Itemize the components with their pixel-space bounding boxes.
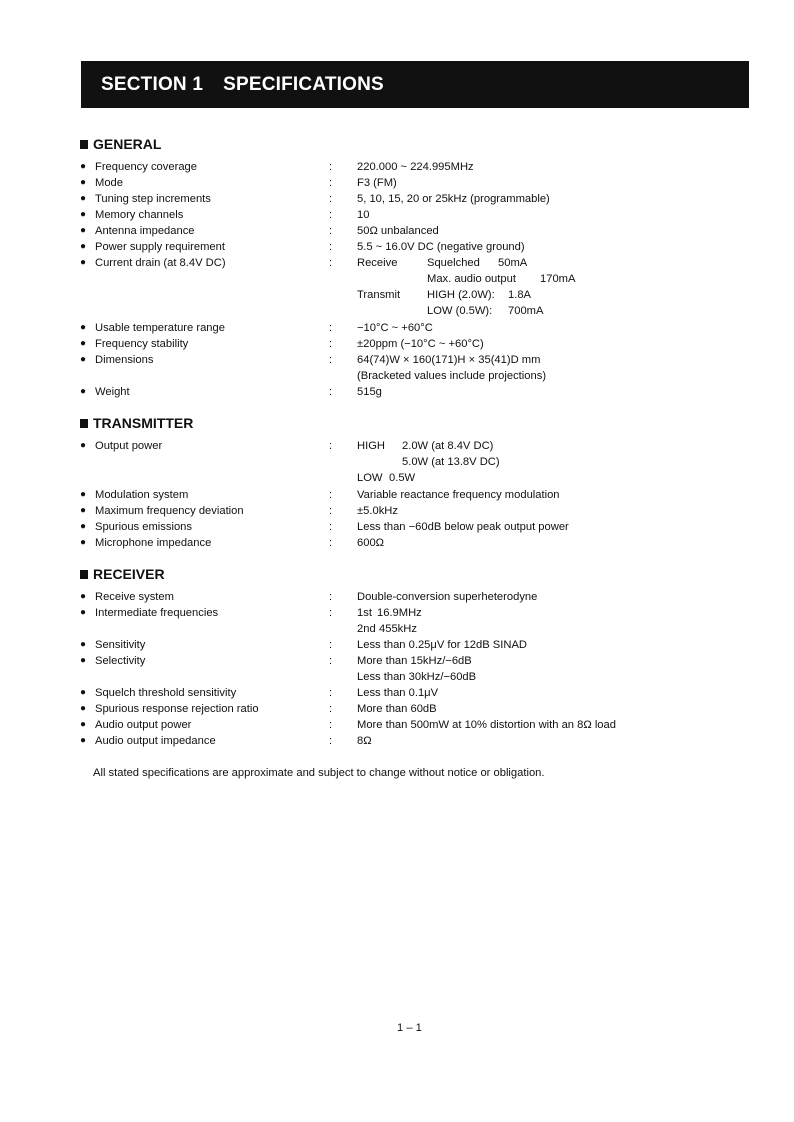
bullet-icon: ●	[80, 225, 87, 236]
colon: :	[329, 607, 333, 619]
colon: :	[329, 338, 333, 350]
colon: :	[329, 719, 333, 731]
bullet-icon: ●	[80, 489, 87, 500]
spec-value: 8Ω	[357, 735, 372, 747]
current-drain-receive: Receive	[357, 257, 398, 269]
colon: :	[329, 209, 333, 221]
spec-value-note: (Bracketed values include projections)	[357, 370, 547, 382]
spec-label: Audio output power	[95, 719, 192, 731]
spec-value: F3 (FM)	[357, 177, 397, 189]
spec-label: Mode	[95, 177, 123, 189]
colon: :	[329, 354, 333, 366]
colon: :	[329, 386, 333, 398]
current-drain-squelched-value: 50mA	[498, 257, 528, 269]
spec-value: 600Ω	[357, 537, 385, 549]
bullet-icon: ●	[80, 322, 87, 333]
colon: :	[329, 735, 333, 747]
spec-value: ±5.0kHz	[357, 505, 398, 517]
spec-label: Output power	[95, 440, 163, 452]
current-drain-max-audio-value: 170mA	[540, 273, 576, 285]
spec-value: Less than 30kHz/−60dB	[357, 671, 477, 683]
current-drain-low: LOW (0.5W):	[427, 305, 493, 317]
colon: :	[329, 537, 333, 549]
spec-label: Antenna impedance	[95, 225, 195, 237]
spec-value: 5.5 ~ 16.0V DC (negative ground)	[357, 241, 525, 253]
spec-label: Frequency coverage	[95, 161, 197, 173]
square-bullet-icon	[80, 570, 88, 579]
spec-label: Spurious response rejection ratio	[95, 703, 259, 715]
spec-value: More than 15kHz/−6dB	[357, 655, 472, 667]
spec-value: Less than 0.1μV	[357, 687, 439, 699]
output-power-high-value-1: 2.0W (at 8.4V DC)	[402, 440, 494, 452]
current-drain-high: HIGH (2.0W):	[427, 289, 495, 301]
bullet-icon: ●	[80, 521, 87, 532]
spec-value: 64(74)W × 160(171)H × 35(41)D mm	[357, 354, 541, 366]
spec-label: Weight	[95, 386, 130, 398]
spec-label: Tuning step increments	[95, 193, 211, 205]
bullet-icon: ●	[80, 177, 87, 188]
spec-label: Sensitivity	[95, 639, 146, 651]
spec-label: Selectivity	[95, 655, 146, 667]
bullet-icon: ●	[80, 241, 87, 252]
section-banner	[81, 61, 749, 108]
bullet-icon: ●	[80, 354, 87, 365]
spec-label: Squelch threshold sensitivity	[95, 687, 237, 699]
bullet-icon: ●	[80, 505, 87, 516]
colon: :	[329, 440, 333, 452]
bullet-icon: ●	[80, 719, 87, 730]
spec-label: Spurious emissions	[95, 521, 193, 533]
spec-value: Double-conversion superheterodyne	[357, 591, 538, 603]
bullet-icon: ●	[80, 735, 87, 746]
square-bullet-icon	[80, 419, 88, 428]
bullet-icon: ●	[80, 687, 87, 698]
bullet-icon: ●	[80, 209, 87, 220]
current-drain-max-audio: Max. audio output	[427, 273, 516, 285]
colon: :	[329, 655, 333, 667]
output-power-low-value: 0.5W	[389, 472, 416, 484]
spec-label: Memory channels	[95, 209, 184, 221]
colon: :	[329, 703, 333, 715]
colon: :	[329, 489, 333, 501]
spec-label: Frequency stability	[95, 338, 189, 350]
current-drain-squelched: Squelched	[427, 257, 480, 269]
spec-label: Intermediate frequencies	[95, 607, 219, 619]
output-power-low: LOW	[357, 472, 383, 484]
spec-label: Audio output impedance	[95, 735, 216, 747]
colon: :	[329, 161, 333, 173]
if-second: 2nd	[357, 623, 376, 635]
colon: :	[329, 241, 333, 253]
bullet-icon: ●	[80, 440, 87, 451]
spec-label: Power supply requirement	[95, 241, 225, 253]
heading-transmitter-text: TRANSMITTER	[93, 415, 194, 431]
spec-value: Less than 0.25μV for 12dB SINAD	[357, 639, 528, 651]
colon: :	[329, 639, 333, 651]
spec-value: ±20ppm (−10°C ~ +60°C)	[357, 338, 484, 350]
spec-value: More than 60dB	[357, 703, 437, 715]
heading-receiver-text: RECEIVER	[93, 566, 165, 582]
spec-label: Modulation system	[95, 489, 189, 501]
colon: :	[329, 257, 333, 269]
colon: :	[329, 322, 333, 334]
spec-value: Less than −60dB below peak output power	[357, 521, 569, 533]
colon: :	[329, 521, 333, 533]
bullet-icon: ●	[80, 386, 87, 397]
square-bullet-icon	[80, 140, 88, 149]
bullet-icon: ●	[80, 161, 87, 172]
spec-label: Dimensions	[95, 354, 154, 366]
spec-value: 220.000 ~ 224.995MHz	[357, 161, 474, 173]
current-drain-low-value: 700mA	[508, 305, 544, 317]
if-second-value: 455kHz	[379, 623, 417, 635]
bullet-icon: ●	[80, 257, 87, 268]
heading-transmitter	[80, 415, 193, 431]
section-title: SPECIFICATIONS	[223, 73, 384, 95]
spec-label: Microphone impedance	[95, 537, 212, 549]
bullet-icon: ●	[80, 655, 87, 666]
heading-general-text: GENERAL	[93, 136, 162, 152]
spec-value: 515g	[357, 386, 382, 398]
spec-value: 50Ω unbalanced	[357, 225, 439, 237]
bullet-icon: ●	[80, 591, 87, 602]
colon: :	[329, 591, 333, 603]
spec-value: More than 500mW at 10% distortion with an 8Ω load	[357, 719, 616, 731]
colon: :	[329, 225, 333, 237]
current-drain-transmit: Transmit	[357, 289, 401, 301]
bullet-icon: ●	[80, 703, 87, 714]
bullet-icon: ●	[80, 193, 87, 204]
output-power-high: HIGH	[357, 440, 385, 452]
spec-label: Current drain (at 8.4V DC)	[95, 257, 226, 269]
spec-value: 10	[357, 209, 370, 221]
bullet-icon: ●	[80, 338, 87, 349]
colon: :	[329, 193, 333, 205]
spec-value: Variable reactance frequency modulation	[357, 489, 560, 501]
spec-label: Receive system	[95, 591, 174, 603]
bullet-icon: ●	[80, 607, 87, 618]
disclaimer-note: All stated specifications are approximate and subject to change without notice or obligation.	[93, 767, 545, 779]
output-power-high-value-2: 5.0W (at 13.8V DC)	[402, 456, 500, 468]
colon: :	[329, 505, 333, 517]
colon: :	[329, 177, 333, 189]
spec-label: Maximum frequency deviation	[95, 505, 244, 517]
colon: :	[329, 687, 333, 699]
heading-receiver	[80, 566, 165, 582]
spec-value: 5, 10, 15, 20 or 25kHz (programmable)	[357, 193, 550, 205]
current-drain-high-value: 1.8A	[508, 289, 532, 301]
if-first: 1st	[357, 607, 372, 619]
spec-label: Usable temperature range	[95, 322, 225, 334]
if-first-value: 16.9MHz	[377, 607, 422, 619]
heading-general	[80, 136, 161, 152]
bullet-icon: ●	[80, 537, 87, 548]
section-number: SECTION 1	[101, 73, 204, 95]
spec-value: −10°C ~ +60°C	[357, 322, 433, 334]
page-number: 1 – 1	[397, 1022, 422, 1034]
bullet-icon: ●	[80, 639, 87, 650]
